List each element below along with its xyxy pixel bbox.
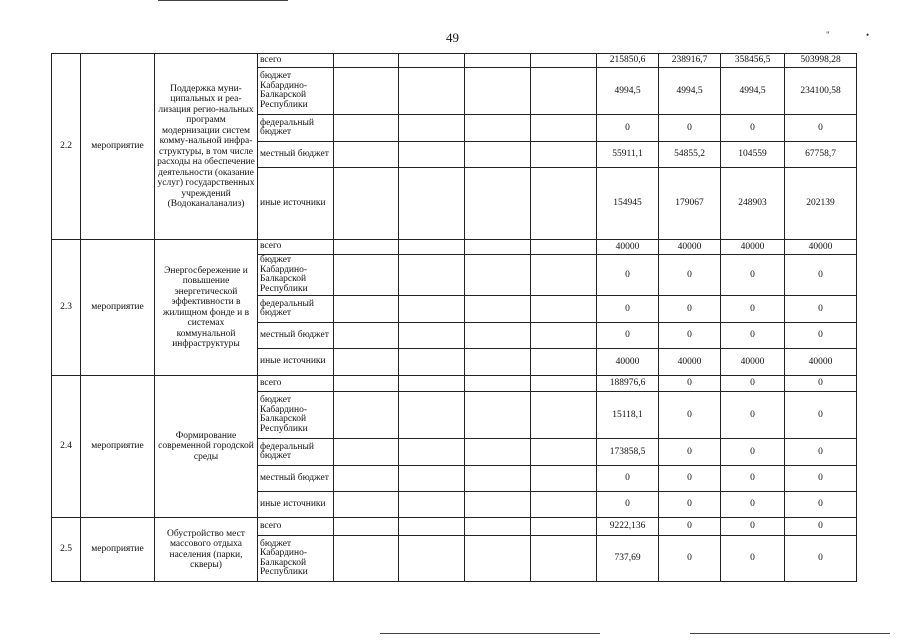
amount-cell: 0: [785, 466, 857, 492]
table-row: [52, 376, 857, 392]
table-body: [52, 54, 857, 582]
section-type: мероприятие: [81, 376, 155, 518]
empty-cell: [531, 255, 597, 296]
scan-artifact-bottom-right: [690, 633, 890, 634]
empty-cell: [399, 142, 465, 168]
empty-cell: [334, 168, 399, 240]
amount-cell: 358456,5: [721, 54, 785, 68]
empty-cell: [399, 349, 465, 376]
funding-source: всего: [258, 240, 334, 255]
empty-cell: [531, 439, 597, 466]
empty-cell: [399, 168, 465, 240]
funding-source: местный бюджет: [258, 323, 334, 349]
amount-cell: 238916,7: [659, 54, 721, 68]
page-number: 49: [446, 30, 459, 45]
section-type: мероприятие: [81, 54, 155, 240]
section-name: Формирование современной городской среды: [155, 376, 258, 518]
empty-cell: [399, 492, 465, 518]
empty-cell: [334, 376, 399, 392]
amount-cell: 0: [785, 536, 857, 582]
section-type: мероприятие: [81, 518, 155, 582]
empty-cell: [531, 492, 597, 518]
amount-cell: 0: [659, 115, 721, 142]
amount-cell: 0: [785, 518, 857, 536]
empty-cell: [399, 255, 465, 296]
amount-cell: 0: [659, 296, 721, 323]
amount-cell: 0: [721, 376, 785, 392]
section-number: 2.4: [52, 376, 81, 518]
empty-cell: [334, 392, 399, 439]
section-type: мероприятие: [81, 240, 155, 376]
section-number: 2.5: [52, 518, 81, 582]
empty-cell: [334, 439, 399, 466]
empty-cell: [334, 492, 399, 518]
empty-cell: [399, 518, 465, 536]
amount-cell: 0: [659, 466, 721, 492]
amount-cell: 0: [721, 255, 785, 296]
amount-cell: 40000: [597, 349, 659, 376]
budget-table: [51, 53, 857, 582]
funding-source: федеральный бюджет: [258, 296, 334, 323]
empty-cell: [465, 68, 531, 115]
empty-cell: [465, 168, 531, 240]
empty-cell: [399, 54, 465, 68]
empty-cell: [465, 439, 531, 466]
empty-cell: [531, 536, 597, 582]
amount-cell: 737,69: [597, 536, 659, 582]
funding-source: всего: [258, 376, 334, 392]
funding-source: федеральный бюджет: [258, 115, 334, 142]
section-name: Обустройство мест массового отдыха населения (парки, скверы): [155, 518, 258, 582]
funding-source: местный бюджет: [258, 142, 334, 168]
empty-cell: [465, 518, 531, 536]
empty-cell: [465, 492, 531, 518]
table-row: [52, 518, 857, 536]
amount-cell: 0: [721, 466, 785, 492]
empty-cell: [399, 536, 465, 582]
funding-source: иные источники: [258, 168, 334, 240]
empty-cell: [531, 349, 597, 376]
empty-cell: [334, 115, 399, 142]
amount-cell: 0: [597, 323, 659, 349]
empty-cell: [399, 439, 465, 466]
amount-cell: 0: [659, 392, 721, 439]
amount-cell: 0: [659, 376, 721, 392]
funding-source: местный бюджет: [258, 466, 334, 492]
empty-cell: [531, 518, 597, 536]
empty-cell: [334, 54, 399, 68]
amount-cell: 0: [785, 323, 857, 349]
funding-source: бюджет Кабардино-Балкарской Республики: [258, 392, 334, 439]
amount-cell: 40000: [597, 240, 659, 255]
empty-cell: [465, 376, 531, 392]
amount-cell: 0: [659, 439, 721, 466]
amount-cell: 0: [597, 255, 659, 296]
amount-cell: 0: [659, 492, 721, 518]
empty-cell: [465, 255, 531, 296]
empty-cell: [334, 240, 399, 255]
amount-cell: 9222,136: [597, 518, 659, 536]
amount-cell: 0: [597, 466, 659, 492]
empty-cell: [465, 392, 531, 439]
empty-cell: [531, 376, 597, 392]
empty-cell: [531, 296, 597, 323]
empty-cell: [531, 466, 597, 492]
amount-cell: 40000: [721, 240, 785, 255]
amount-cell: 0: [785, 115, 857, 142]
empty-cell: [531, 115, 597, 142]
empty-cell: [334, 518, 399, 536]
scan-artifact-top: [158, 0, 288, 1]
scan-mark-1: ": [826, 30, 830, 40]
table-row: [52, 240, 857, 255]
amount-cell: 54855,2: [659, 142, 721, 168]
empty-cell: [334, 142, 399, 168]
amount-cell: 55911,1: [597, 142, 659, 168]
amount-cell: 40000: [785, 240, 857, 255]
empty-cell: [465, 115, 531, 142]
empty-cell: [465, 536, 531, 582]
empty-cell: [531, 142, 597, 168]
amount-cell: 15118,1: [597, 392, 659, 439]
amount-cell: 0: [659, 323, 721, 349]
funding-source: бюджет Кабардино-Балкарской Республики: [258, 68, 334, 115]
empty-cell: [334, 255, 399, 296]
empty-cell: [399, 296, 465, 323]
amount-cell: 4994,5: [659, 68, 721, 115]
funding-source: бюджет Кабардино-Балкарской Республики: [258, 255, 334, 296]
amount-cell: 104559: [721, 142, 785, 168]
amount-cell: 0: [721, 392, 785, 439]
amount-cell: 0: [785, 296, 857, 323]
amount-cell: 0: [721, 296, 785, 323]
empty-cell: [399, 376, 465, 392]
amount-cell: 0: [721, 492, 785, 518]
empty-cell: [531, 323, 597, 349]
empty-cell: [334, 323, 399, 349]
empty-cell: [399, 323, 465, 349]
empty-cell: [465, 296, 531, 323]
amount-cell: 40000: [659, 240, 721, 255]
funding-source: всего: [258, 54, 334, 68]
empty-cell: [399, 240, 465, 255]
funding-source: иные источники: [258, 349, 334, 376]
section-name: Поддержка муни-ципальных и реа-лизация регио-нальных программ модернизации систем комму-нальной инфра-структуры, в том числе расходы на обеспечение деятельности (оказание услуг) государственных учреждений (Водоканаланализ): [155, 54, 258, 240]
amount-cell: 0: [785, 392, 857, 439]
empty-cell: [465, 349, 531, 376]
amount-cell: 0: [597, 115, 659, 142]
empty-cell: [334, 536, 399, 582]
amount-cell: 202139: [785, 168, 857, 240]
empty-cell: [399, 115, 465, 142]
amount-cell: 0: [597, 296, 659, 323]
empty-cell: [399, 392, 465, 439]
empty-cell: [334, 349, 399, 376]
empty-cell: [465, 323, 531, 349]
scan-mark-2: •: [866, 30, 870, 40]
amount-cell: 234100,58: [785, 68, 857, 115]
amount-cell: 0: [785, 376, 857, 392]
amount-cell: 0: [659, 518, 721, 536]
empty-cell: [465, 466, 531, 492]
funding-source: бюджет Кабардино-Балкарской Республики: [258, 536, 334, 582]
amount-cell: 154945: [597, 168, 659, 240]
empty-cell: [334, 296, 399, 323]
amount-cell: 0: [721, 536, 785, 582]
amount-cell: 0: [785, 492, 857, 518]
empty-cell: [399, 466, 465, 492]
amount-cell: 188976,6: [597, 376, 659, 392]
empty-cell: [531, 168, 597, 240]
empty-cell: [334, 466, 399, 492]
amount-cell: 0: [659, 536, 721, 582]
amount-cell: 0: [659, 255, 721, 296]
amount-cell: 179067: [659, 168, 721, 240]
empty-cell: [531, 240, 597, 255]
empty-cell: [465, 142, 531, 168]
amount-cell: 503998,28: [785, 54, 857, 68]
table-row: [52, 54, 857, 68]
amount-cell: 40000: [721, 349, 785, 376]
funding-source: иные источники: [258, 492, 334, 518]
amount-cell: 0: [721, 439, 785, 466]
amount-cell: 0: [721, 115, 785, 142]
amount-cell: 40000: [785, 349, 857, 376]
amount-cell: 0: [721, 323, 785, 349]
amount-cell: 173858,5: [597, 439, 659, 466]
funding-source: федеральный бюджет: [258, 439, 334, 466]
section-name: Энергосбережение и повышение энергетической эффективности в жилищном фонде и в системах коммунальной инфраструктуры: [155, 240, 258, 376]
empty-cell: [531, 392, 597, 439]
section-number: 2.3: [52, 240, 81, 376]
amount-cell: 0: [597, 492, 659, 518]
amount-cell: 0: [785, 439, 857, 466]
empty-cell: [334, 68, 399, 115]
amount-cell: 4994,5: [597, 68, 659, 115]
section-number: 2.2: [52, 54, 81, 240]
empty-cell: [465, 240, 531, 255]
amount-cell: 248903: [721, 168, 785, 240]
amount-cell: 0: [785, 255, 857, 296]
funding-source: всего: [258, 518, 334, 536]
empty-cell: [399, 68, 465, 115]
scan-artifact-bottom: [380, 633, 600, 634]
empty-cell: [531, 54, 597, 68]
amount-cell: 215850,6: [597, 54, 659, 68]
amount-cell: 67758,7: [785, 142, 857, 168]
empty-cell: [465, 54, 531, 68]
amount-cell: 0: [721, 518, 785, 536]
amount-cell: 4994,5: [721, 68, 785, 115]
amount-cell: 40000: [659, 349, 721, 376]
empty-cell: [531, 68, 597, 115]
